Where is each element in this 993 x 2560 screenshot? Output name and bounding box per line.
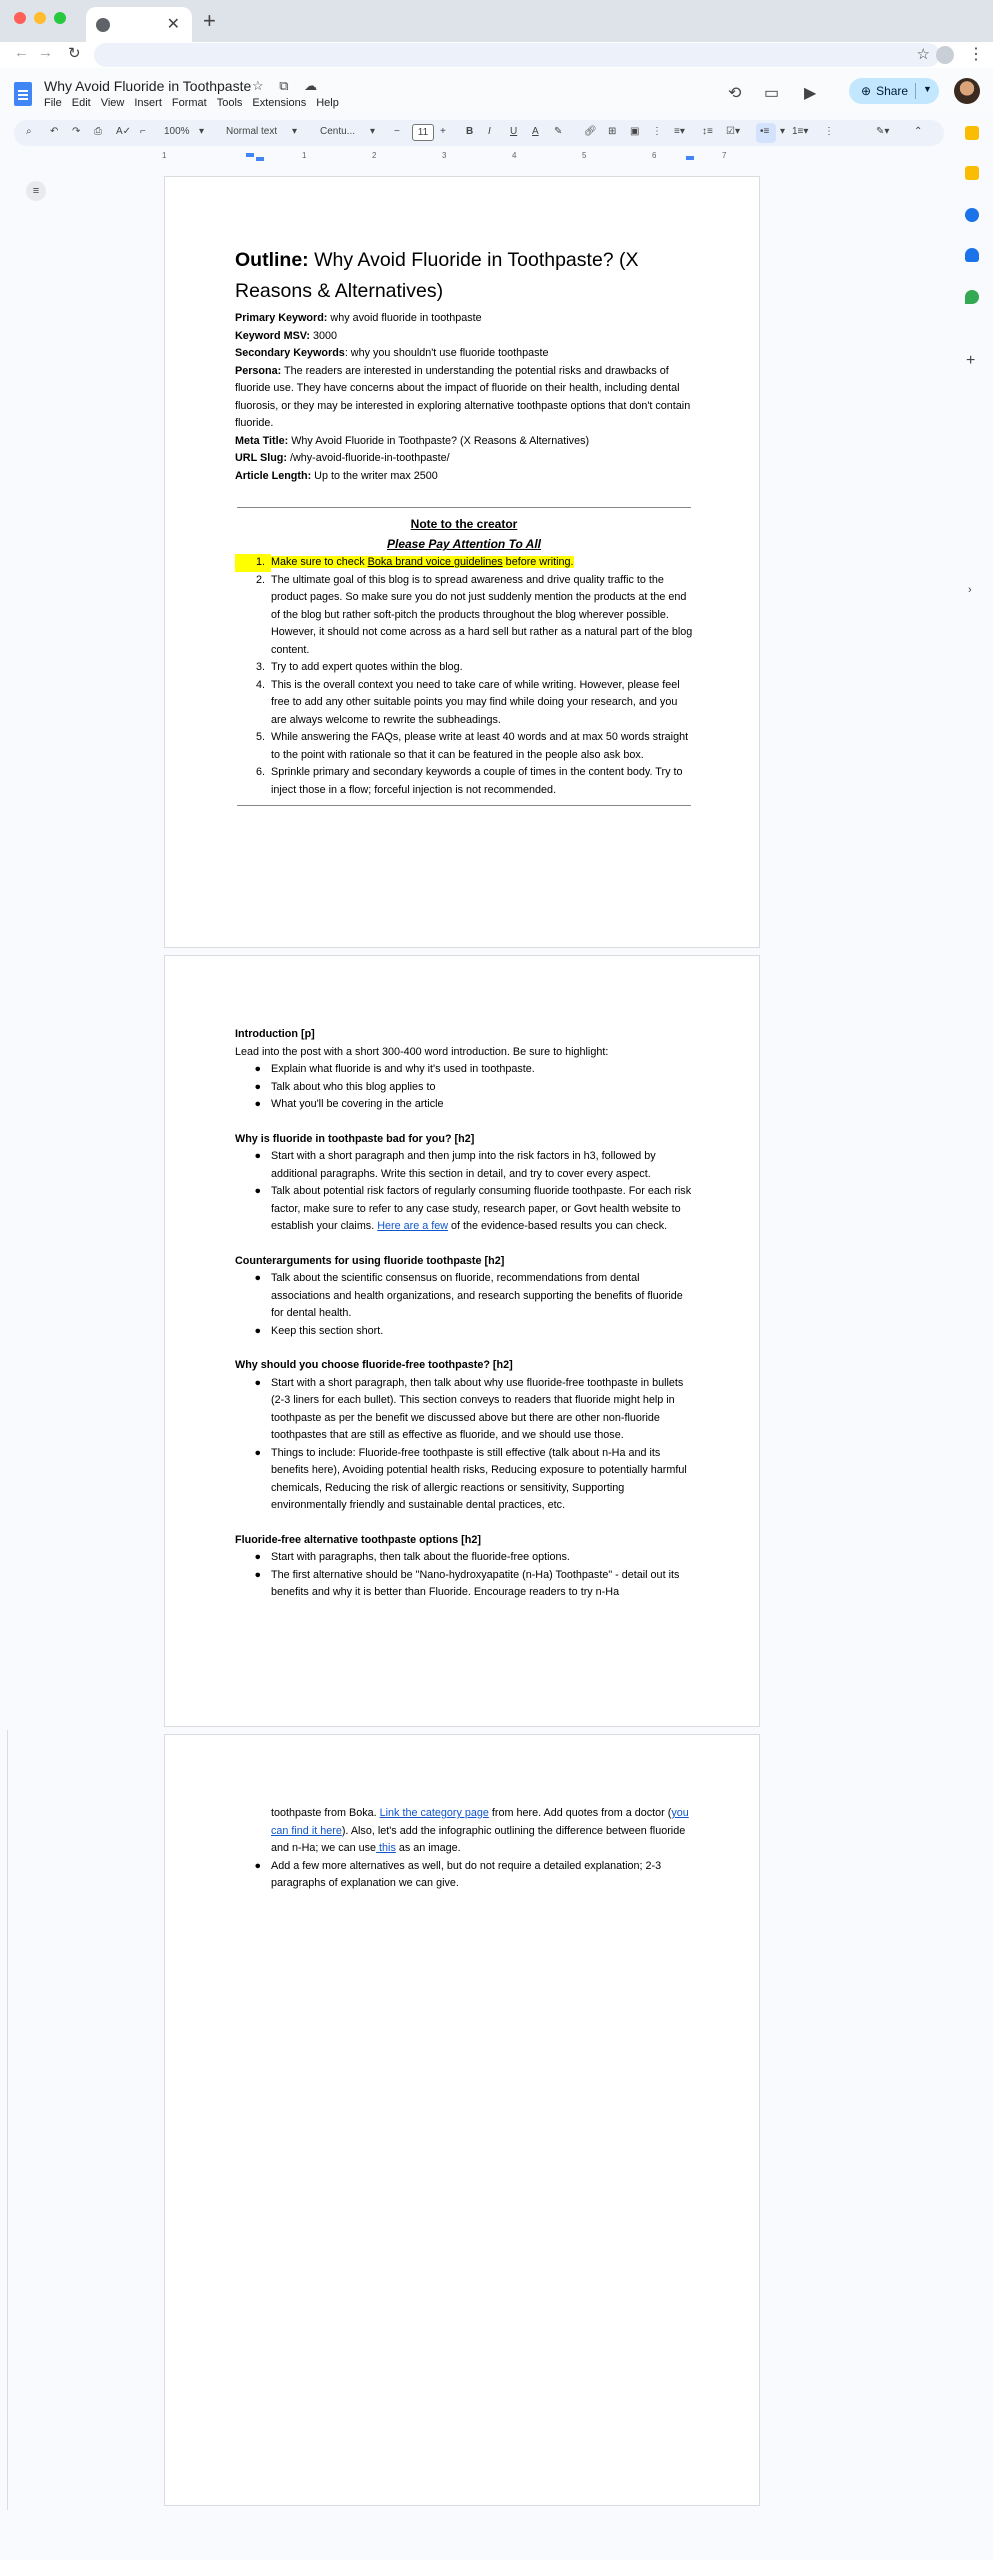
- note-text: Make sure to check: [271, 556, 368, 568]
- meta-value: /why-avoid-fluoride-in-toothpaste/: [286, 452, 450, 464]
- paint-format-icon[interactable]: ⌐: [140, 126, 146, 137]
- outline-label: Outline:: [235, 249, 309, 271]
- list-item: [235, 1096, 693, 1114]
- menu-help[interactable]: Help: [316, 97, 339, 109]
- maps-icon[interactable]: [965, 290, 979, 304]
- meta-title-line: [235, 433, 693, 451]
- highlight-icon[interactable]: ✎: [554, 126, 563, 137]
- paragraph-text: as an image.: [395, 1842, 461, 1854]
- align-icon[interactable]: ≡▾: [674, 126, 685, 137]
- notes-list: [235, 554, 693, 799]
- more-icon[interactable]: ⋮: [652, 126, 662, 137]
- list-item-text: [271, 554, 693, 572]
- italic-button[interactable]: I: [488, 126, 491, 137]
- list-item: [235, 572, 693, 660]
- why-bullets: [235, 1148, 693, 1236]
- note-text: before writing.: [502, 556, 574, 568]
- bullet: ●: [254, 1098, 261, 1110]
- list-item: [235, 1079, 693, 1097]
- menu-format[interactable]: Format: [171, 97, 207, 109]
- back-button[interactable]: ←: [14, 44, 29, 61]
- alternatives-bullets: [235, 1549, 693, 1602]
- show-side-panel-icon[interactable]: ›: [968, 584, 972, 596]
- left-indent-marker[interactable]: [246, 153, 254, 157]
- comments-icon[interactable]: ▭: [764, 85, 780, 102]
- checklist-icon[interactable]: ☑▾: [726, 126, 740, 137]
- browser-menu-icon[interactable]: ⋮: [968, 46, 984, 63]
- add-comment-icon[interactable]: ⊞: [608, 126, 617, 137]
- vertical-ruler: [0, 1730, 8, 2510]
- paragraph-text: from here. Add quotes from a doctor (: [488, 1807, 672, 1819]
- note-text: Sprinkle primary and secondary keywords a couple of times in the content body. Try to inject those in a flow; forceful injection is not recommended.: [271, 766, 683, 796]
- meta-value: : why you shouldn't use fluoride toothpaste: [344, 347, 549, 359]
- intro-bullets: [235, 1061, 693, 1114]
- list-item: [235, 1549, 693, 1567]
- zoom-select[interactable]: 100%: [164, 126, 190, 137]
- primary-keyword-line: [235, 310, 693, 328]
- bullet-text: Start with paragraphs, then talk about the fluoride-free options.: [271, 1551, 570, 1563]
- why-heading: Why is fluoride in toothpaste bad for you? [h2]: [235, 1132, 475, 1145]
- outline-heading: [235, 245, 693, 307]
- intro-text: Lead into the post with a short 300-400 word introduction. Be sure to highlight:: [235, 1045, 609, 1058]
- numbered-list-icon[interactable]: 1≡▾: [792, 126, 809, 137]
- bullet-text: Things to include: Fluoride-free toothpaste is still effective (talk about n-Ha and its benefits here), Avoiding potential health risks, Reducing exposure to potentially harmful chemicals, Reducing the risk of allergic reactions or sensitivity, Supporting environmentally friendly and sustainable dental practices, etc.: [271, 1446, 687, 1511]
- paragraph-text: toothpaste from Boka.: [271, 1807, 380, 1819]
- evidence-link[interactable]: Here are a few: [377, 1220, 449, 1232]
- bullet-text: Keep this section short.: [271, 1324, 384, 1337]
- reload-button[interactable]: ↻: [68, 45, 81, 62]
- bullet-text-part: Talk about potential risk factors of regularly consuming fluoride toothpaste. For each risk factor, make sure to refer to any case study, research paper, or Govt health website to establish your claims.: [271, 1185, 692, 1232]
- share-label: Share: [876, 84, 909, 98]
- share-button[interactable]: [849, 78, 939, 104]
- list-number: 4.: [255, 678, 265, 691]
- undo-icon[interactable]: ↶: [50, 126, 59, 137]
- bullet-text: Start with a short paragraph and then jump into the risk factors in h3, followed by additional paragraphs. Write this section in detail, and try to cover every aspect.: [271, 1150, 656, 1180]
- menu-insert[interactable]: Insert: [134, 97, 162, 109]
- title-action-icons[interactable]: ☆ ⧉ ☁: [252, 78, 324, 93]
- url-slug-line: [235, 450, 693, 468]
- globe-icon: ⊕: [861, 84, 872, 98]
- ruler-number: 2: [372, 151, 377, 160]
- docs-logo-icon[interactable]: [14, 82, 32, 106]
- list-item: [235, 1858, 693, 1893]
- continued-paragraph: [235, 1805, 693, 1858]
- bullet: ●: [254, 1568, 261, 1581]
- bullet-text: Start with a short paragraph, then talk about why use fluoride-free toothpaste in bullets (2-3 liners for each bullet). This section conveys to readers that fluoride might help in toothpaste as per the benefit we discussed above but there are other non-fluoride toothpastes that are still as effective as fluoride, and we should use those.: [271, 1376, 684, 1441]
- line-spacing-icon[interactable]: ↕≡: [702, 126, 713, 137]
- first-line-indent-marker[interactable]: [256, 157, 264, 161]
- text-color-button[interactable]: A: [532, 126, 539, 137]
- choose-heading: Why should you choose fluoride-free toothpaste? [h2]: [235, 1359, 513, 1371]
- docs-header: [0, 68, 993, 112]
- article-length-line: [235, 468, 693, 486]
- counter-bullets: [235, 1270, 693, 1340]
- list-item: [235, 677, 693, 730]
- ruler-number: 4: [512, 151, 517, 160]
- contacts-icon[interactable]: [965, 248, 979, 262]
- spellcheck-icon[interactable]: A✓: [116, 126, 132, 137]
- redo-icon[interactable]: ↷: [72, 126, 81, 137]
- underline-button[interactable]: U: [510, 126, 518, 137]
- menu-view[interactable]: View: [100, 97, 125, 109]
- bullet-text-part: of the evidence-based results you can check.: [448, 1220, 668, 1232]
- horizontal-ruler: [164, 150, 760, 162]
- calendar-icon[interactable]: [965, 126, 979, 140]
- meta-label: URL Slug:: [235, 452, 287, 464]
- brand-guidelines-link[interactable]: Boka brand voice guidelines: [367, 556, 503, 568]
- collapse-toolbar-icon[interactable]: ⌃: [914, 126, 923, 137]
- minimize-window-button[interactable]: [34, 12, 46, 24]
- address-bar[interactable]: [94, 43, 940, 67]
- meta-label: Primary Keyword:: [235, 312, 328, 324]
- list-number: 2.: [255, 573, 265, 586]
- bullet-text: Talk about the scientific consensus on fluoride, recommendations from dental associations and health organizations, and research supporting the benefits of fluoride for dental health.: [271, 1272, 683, 1319]
- bullet-text: Explain what fluoride is and why it's used in toothpaste.: [271, 1063, 535, 1075]
- page-2-content: [235, 1026, 693, 1602]
- font-size-input[interactable]: 11: [412, 124, 434, 141]
- list-number: 5.: [255, 731, 265, 743]
- maximize-window-button[interactable]: [54, 12, 66, 24]
- meta-value: 3000: [310, 329, 338, 342]
- bullet: ●: [254, 1150, 261, 1162]
- menu-file[interactable]: File: [44, 97, 62, 109]
- formatting-toolbar: [14, 120, 944, 146]
- bullet: ●: [254, 1446, 261, 1459]
- share-dropdown-icon[interactable]: ▼: [923, 84, 932, 94]
- decrease-font-size-button[interactable]: −: [394, 126, 400, 137]
- ruler-number: 1: [302, 151, 307, 160]
- meta-value: The readers are interested in understanding the potential risks and drawbacks of fluoride use. They have concerns about the impact of fluoride on their health, including dental fluorosis, or they may be interested in exploring alternative toothpaste options that don't contain fluoride.: [235, 364, 691, 429]
- link-icon[interactable]: 🔗︎: [584, 126, 597, 137]
- page-3-content: [235, 1805, 693, 1893]
- bold-button[interactable]: B: [466, 126, 474, 137]
- meta-value: Why Avoid Fluoride in Toothpaste? (X Reasons & Alternatives): [288, 434, 590, 447]
- ruler-number: 7: [722, 151, 727, 160]
- bullet: ●: [254, 1185, 261, 1197]
- insert-image-icon[interactable]: ▣: [630, 126, 640, 137]
- note-text: While answering the FAQs, please write at least 40 words and at max 50 words straight to the point with rationale so that it can be featured in the people also ask box.: [271, 731, 689, 761]
- list-item: [235, 1270, 693, 1323]
- keyword-msv-line: [235, 328, 693, 346]
- editing-mode-icon[interactable]: ✎▾: [876, 126, 890, 137]
- keep-icon[interactable]: [965, 166, 979, 180]
- meta-value: why avoid fluoride in toothpaste: [327, 312, 482, 324]
- version-history-icon[interactable]: ⟲: [728, 85, 742, 102]
- menu-edit[interactable]: Edit: [71, 97, 91, 109]
- choose-bullets: [235, 1375, 693, 1515]
- browser-tab[interactable]: [86, 7, 192, 42]
- meta-label: Persona:: [235, 364, 282, 377]
- doctor-quotes-link[interactable]: you can find it here: [271, 1807, 689, 1837]
- list-number: 6.: [255, 766, 265, 778]
- note-subtitle: Please Pay Attention To All: [386, 537, 542, 551]
- meet-icon[interactable]: ▶: [804, 85, 817, 102]
- font-select[interactable]: Centu...: [320, 126, 356, 137]
- font-dropdown-icon[interactable]: ▾: [370, 126, 376, 137]
- document-page-2[interactable]: [164, 955, 760, 1727]
- ruler-number: 3: [442, 151, 447, 160]
- bullet-text: Talk about who this blog applies to: [271, 1080, 436, 1093]
- meta-label: Meta Title:: [235, 434, 289, 447]
- list-item: [235, 1567, 693, 1602]
- note-title: Note to the creator: [410, 517, 518, 531]
- list-item: [235, 1061, 693, 1079]
- list-item: [235, 1323, 693, 1341]
- note-text: This is the overall context you need to take care of while writing. However, please feel free to add any other suitable points you may find while doing your research, and you are always welcome to rewrite the subheadings.: [271, 678, 680, 726]
- list-item: [235, 1375, 693, 1445]
- intro-heading: Introduction [p]: [235, 1028, 315, 1040]
- tasks-icon[interactable]: [965, 208, 979, 222]
- more-options-icon[interactable]: ⋮: [824, 126, 834, 137]
- document-title[interactable]: Why Avoid Fluoride in Toothpaste: [44, 78, 252, 94]
- list-item: [235, 729, 693, 764]
- document-page-1[interactable]: [164, 176, 760, 948]
- paragraph-text: ). Also, let's add the infographic outlining the difference between fluoride and n-Ha; we can use: [271, 1824, 686, 1854]
- category-page-link[interactable]: Link the category page: [379, 1807, 489, 1819]
- increase-font-size-button[interactable]: +: [440, 126, 446, 137]
- list-number: 3.: [255, 661, 265, 673]
- menu-tools[interactable]: Tools: [216, 97, 243, 109]
- note-text: The ultimate goal of this blog is to spread awareness and drive quality traffic to the product pages. So make sure you do not just suddenly mention the products at the end of the blog but rather soft-pitch the products throughout the blog wherever possible. However, it should not come across as a hard sell but rather as a natural part of the blog content.: [271, 573, 693, 656]
- profile-icon[interactable]: [936, 46, 954, 64]
- meta-label: Article Length:: [235, 469, 312, 482]
- list-item: [235, 1445, 693, 1515]
- bullet-dropdown-icon[interactable]: ▾: [780, 126, 786, 137]
- style-dropdown-icon[interactable]: ▾: [292, 126, 298, 137]
- bullet-text: Add a few more alternatives as well, but do not require a detailed explanation; 2-3 paragraphs of explanation we can give.: [271, 1859, 662, 1889]
- bullet: ●: [254, 1080, 261, 1093]
- bullet: ●: [254, 1859, 261, 1872]
- page-3-bullets: [235, 1858, 693, 1893]
- bullet: ●: [254, 1272, 261, 1284]
- share-divider: [915, 83, 916, 99]
- bookmark-star-icon[interactable]: ☆: [916, 46, 930, 63]
- note-bottom-divider: [237, 805, 691, 806]
- list-item: [235, 1183, 693, 1236]
- browser-tab-bar: [0, 0, 993, 42]
- close-tab-icon[interactable]: ✕: [166, 16, 180, 33]
- paragraph-style-select[interactable]: Normal text: [226, 126, 278, 137]
- ruler-number: 1: [162, 151, 167, 160]
- new-tab-button[interactable]: +: [203, 8, 216, 33]
- bullet-text: [271, 1183, 693, 1236]
- list-number: 1.: [235, 554, 271, 572]
- right-indent-marker[interactable]: [686, 156, 694, 160]
- menu-extensions[interactable]: Extensions: [252, 97, 307, 109]
- meta-label: Keyword MSV:: [235, 329, 310, 342]
- print-icon[interactable]: ⎙: [94, 126, 102, 137]
- persona-line: [235, 363, 693, 433]
- get-addons-icon[interactable]: +: [966, 352, 976, 369]
- bullet-text: The first alternative should be "Nano-hydroxyapatite (n-Ha) Toothpaste" - detail out its benefits and why it is better than Fluoride. Encourage readers to try n-Ha: [271, 1568, 680, 1598]
- bullet: ●: [254, 1376, 261, 1389]
- bulleted-list-icon[interactable]: •≡: [760, 126, 770, 137]
- chrome-icon: [96, 18, 110, 32]
- list-item: [235, 659, 693, 677]
- document-outline-button[interactable]: ≡: [26, 181, 46, 201]
- search-menus-icon[interactable]: ⌕: [26, 126, 32, 137]
- bullet: ●: [254, 1063, 261, 1075]
- menu-bar: [44, 97, 339, 109]
- zoom-dropdown-icon[interactable]: ▾: [199, 126, 205, 137]
- page-1-content: [235, 245, 693, 806]
- ruler-number: 5: [582, 151, 587, 160]
- bullet: ●: [254, 1551, 261, 1563]
- meta-value: Up to the writer max 2500: [311, 469, 438, 482]
- alternatives-heading: Fluoride-free alternative toothpaste options [h2]: [235, 1533, 481, 1546]
- secondary-keywords-line: [235, 345, 693, 363]
- note-text: Try to add expert quotes within the blog.: [271, 661, 463, 673]
- browser-toolbar: [0, 42, 993, 68]
- counter-heading: Counterarguments for using fluoride toothpaste [h2]: [235, 1254, 505, 1267]
- forward-button[interactable]: →: [38, 44, 53, 61]
- list-item: [235, 1148, 693, 1183]
- document-page-3[interactable]: [164, 1734, 760, 2506]
- bullet: ●: [254, 1324, 261, 1337]
- outline-title: Why Avoid Fluoride in Toothpaste? (X Reasons & Alternatives): [235, 249, 639, 302]
- meta-label: Secondary Keywords: [235, 347, 345, 359]
- infographic-link[interactable]: this: [376, 1842, 396, 1854]
- avatar[interactable]: [954, 78, 980, 104]
- ruler-number: 6: [652, 151, 657, 160]
- close-window-button[interactable]: [14, 12, 26, 24]
- list-item: [235, 764, 693, 799]
- list-item: [235, 554, 693, 572]
- bullet-text: What you'll be covering in the article: [271, 1098, 444, 1110]
